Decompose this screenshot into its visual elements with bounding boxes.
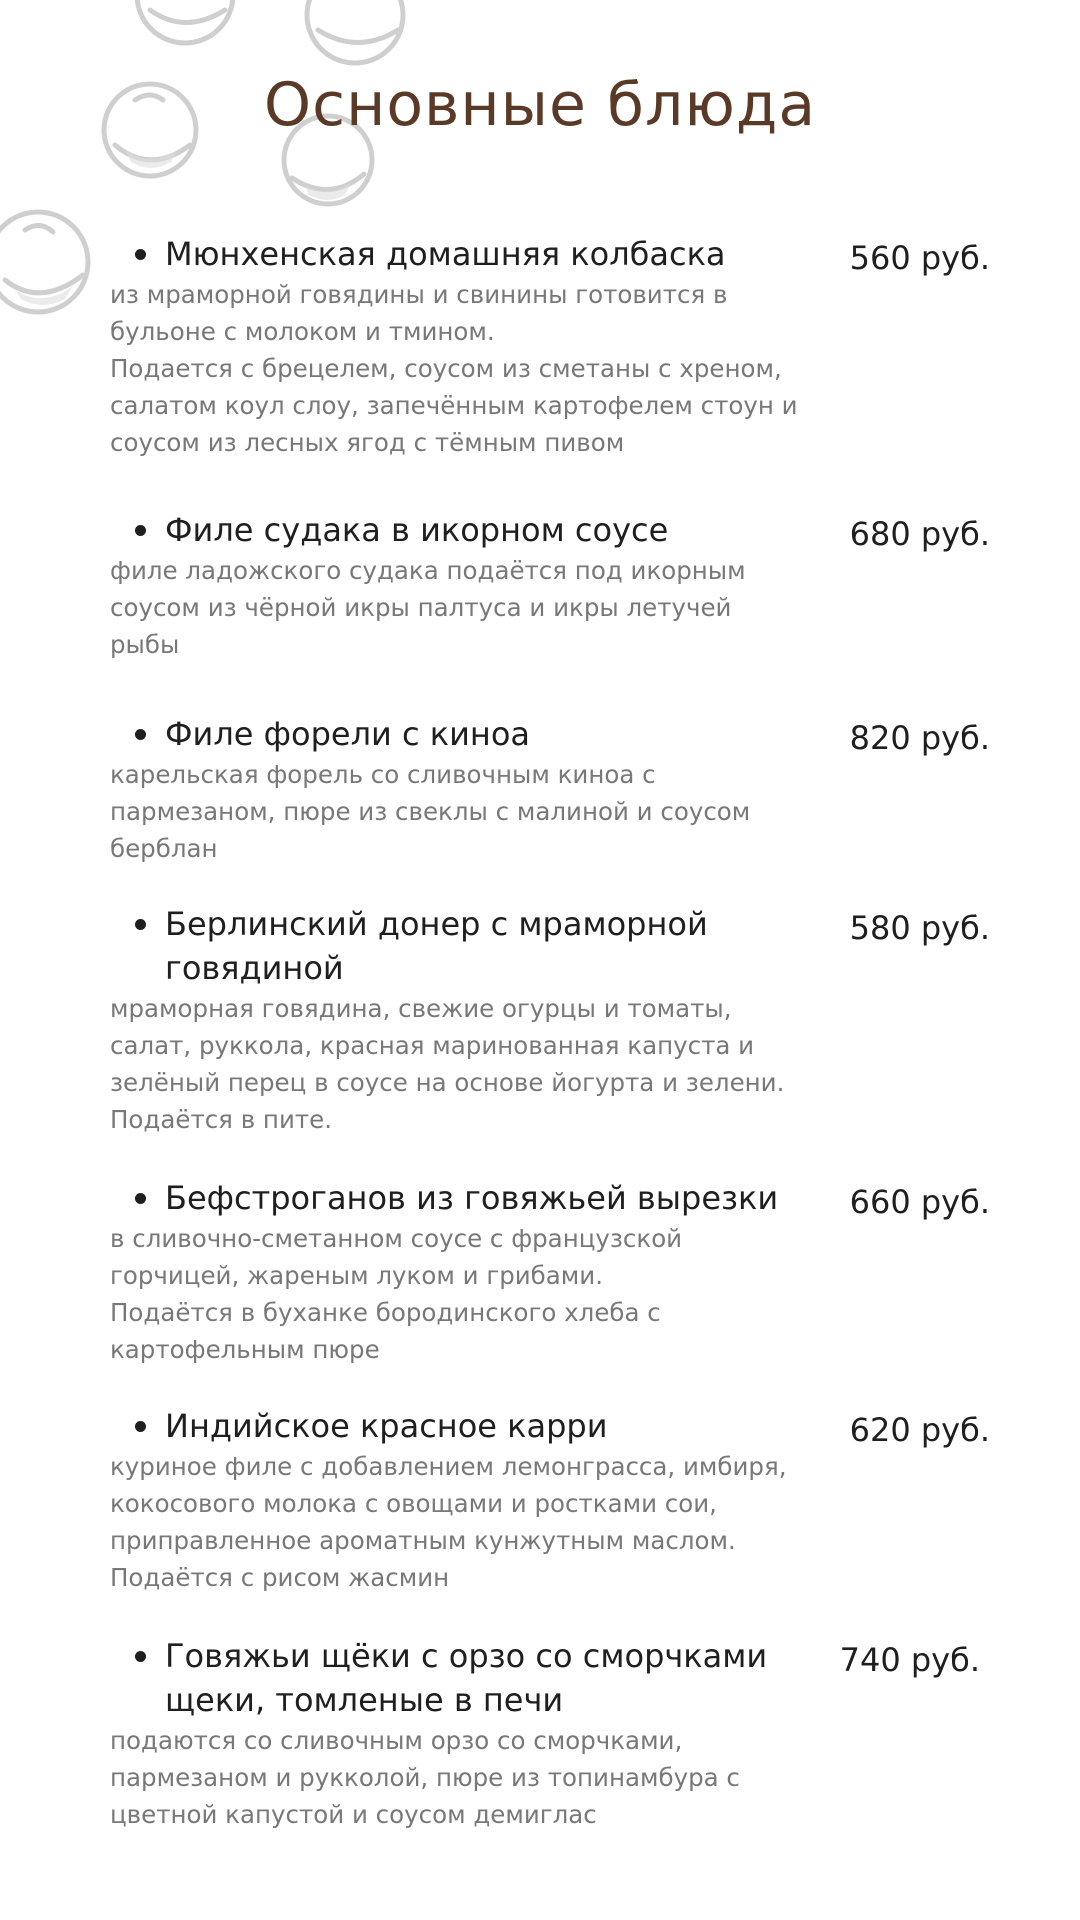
menu-item xyxy=(110,232,990,461)
item-name: Филе судака в икорном соусе xyxy=(110,508,840,552)
description-line: приправленное ароматным кунжутным маслом. xyxy=(110,1526,736,1555)
menu-item xyxy=(110,1404,990,1596)
description-line: бульоне с молоком и тмином. xyxy=(110,317,495,346)
description-line: карельская форель со сливочным киноа с xyxy=(110,760,656,789)
menu-item xyxy=(110,902,990,1138)
page-title: Основные блюда xyxy=(263,70,817,140)
item-price: 560 руб. xyxy=(849,239,990,277)
description-line: зелёный перец в соусе на основе йогурта и зелени. xyxy=(110,1068,785,1097)
item-description xyxy=(110,1448,850,1596)
item-price: 660 руб. xyxy=(849,1183,990,1221)
item-description xyxy=(110,552,850,663)
item-price: 620 руб. xyxy=(849,1411,990,1449)
description-line: горчицей, жареным луком и грибами. xyxy=(110,1261,603,1290)
item-name: Бефстроганов из говяжьей вырезки xyxy=(110,1176,840,1220)
description-line: соусом из чёрной икры палтуса и икры летучей xyxy=(110,593,732,622)
menu-item xyxy=(110,712,990,867)
item-description xyxy=(110,1220,850,1368)
description-line: салатом коул слоу, запечённым картофелем стоун и xyxy=(110,391,798,420)
description-line: цветной капустой и соусом демиглас xyxy=(110,1800,597,1829)
item-price: 580 руб. xyxy=(849,909,990,947)
description-line: кокосового молока с овощами и ростками сои, xyxy=(110,1489,717,1518)
description-line: картофельным пюре xyxy=(110,1335,380,1364)
description-line: куриное филе с добавлением лемонграсса, имбиря, xyxy=(110,1452,787,1481)
item-name: Говяжьи щёки с орзо со сморчками щеки, томленые в печи xyxy=(110,1634,840,1722)
description-line: Подаётся в буханке бородинского хлеба с xyxy=(110,1298,661,1327)
description-line: Подаётся с рисом жасмин xyxy=(110,1563,450,1592)
description-line: Подаётся в пите. xyxy=(110,1105,333,1134)
item-name: Берлинский донер с мраморной говядиной xyxy=(110,902,790,990)
description-line: пармезаном, пюре из свеклы с малиной и соусом xyxy=(110,797,751,826)
description-line: берблан xyxy=(110,834,218,863)
item-description xyxy=(110,756,850,867)
description-line: филе ладожского судака подаётся под икорным xyxy=(110,556,746,585)
menu-item xyxy=(110,1634,990,1833)
item-name: Филе форели с киноа xyxy=(110,712,840,756)
description-line: салат, руккола, красная маринованная капуста и xyxy=(110,1031,755,1060)
menu-item xyxy=(110,508,990,663)
item-price: 820 руб. xyxy=(849,719,990,757)
item-price: 740 руб. xyxy=(839,1641,980,1679)
description-line: Подается с брецелем, соусом из сметаны с хреном, xyxy=(110,354,782,383)
item-description xyxy=(110,990,850,1138)
description-line: подаются со сливочным орзо со сморчками, xyxy=(110,1726,683,1755)
item-name: Мюнхенская домашняя колбаска xyxy=(110,232,840,276)
description-line: соусом из лесных ягод с тёмным пивом xyxy=(110,428,625,457)
item-description xyxy=(110,276,850,461)
item-price: 680 руб. xyxy=(849,515,990,553)
description-line: в сливочно-сметанном соусе с французской xyxy=(110,1224,683,1253)
menu-item xyxy=(110,1176,990,1368)
description-line: пармезаном и рукколой, пюре из топинамбура с xyxy=(110,1763,740,1792)
item-description xyxy=(110,1722,850,1833)
description-line: рыбы xyxy=(110,630,180,659)
item-name: Индийское красное карри xyxy=(110,1404,840,1448)
description-line: мраморная говядина, свежие огурцы и томаты, xyxy=(110,994,732,1023)
description-line: из мраморной говядины и свинины готовится в xyxy=(110,280,728,309)
